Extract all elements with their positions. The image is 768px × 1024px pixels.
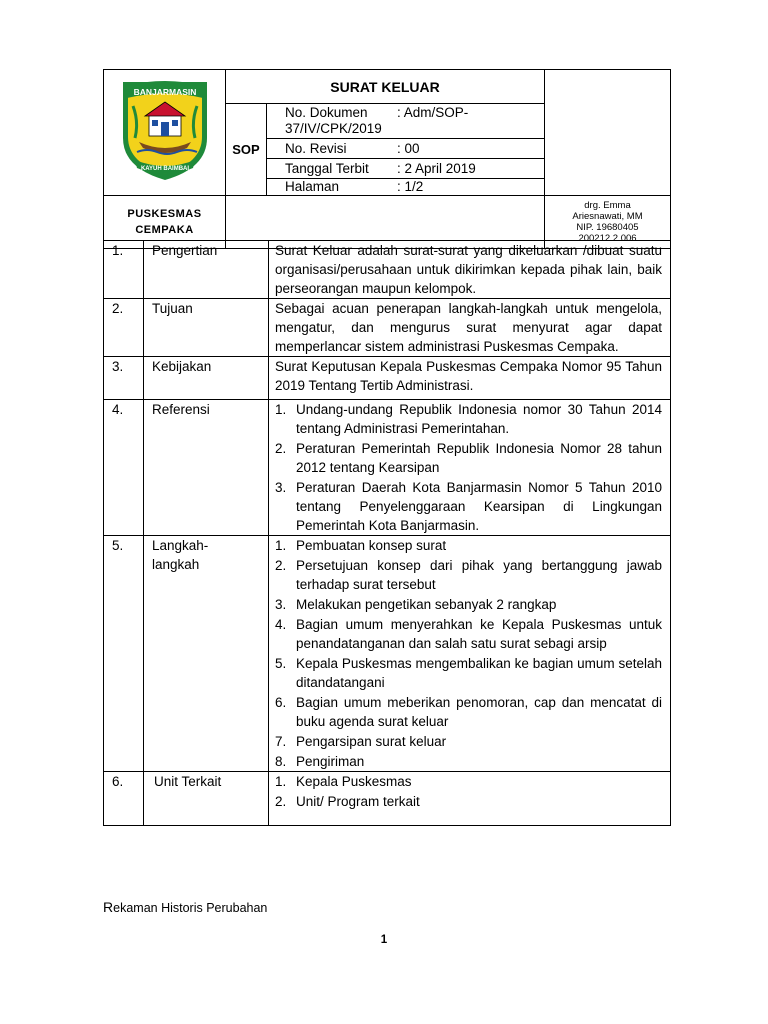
list-item: 2. Unit/ Program terkait	[275, 794, 420, 809]
section-row	[104, 357, 671, 400]
list-item: 3. Melakukan pengetikan sebanyak 2 rangkap	[275, 597, 557, 612]
list-item: 8. Pengiriman	[275, 754, 365, 769]
logo-top-text: BANJARMASIN	[133, 87, 196, 97]
org-line-1: PUSKESMAS	[127, 208, 202, 220]
logo-cell	[104, 70, 226, 196]
change-history-heading: Rekaman Historis Perubahan	[103, 899, 268, 915]
section-label: Pengertian	[144, 241, 269, 299]
meta-label: No. Dokumen	[285, 105, 368, 120]
list-item: 1. Kepala Puskesmas	[275, 774, 412, 789]
city-emblem-icon	[115, 76, 215, 184]
org-line-2: CEMPAKA	[135, 224, 194, 236]
section-label: Tujuan	[144, 299, 269, 357]
meta-row-doc-number	[267, 104, 544, 139]
sop-content-table	[103, 240, 671, 826]
meta-value: : 1/2	[397, 179, 424, 194]
meta-label: Tanggal Terbit	[285, 160, 369, 176]
section-label: Kebijakan	[144, 357, 269, 400]
section-label: Unit Terkait	[144, 772, 269, 826]
meta-row-revision	[267, 139, 544, 159]
signatory-name-cont: Ariesnawati, MM	[572, 211, 643, 222]
sop-label: SOP	[226, 104, 267, 196]
document-meta-cell	[267, 104, 545, 196]
reference-list	[275, 400, 662, 535]
list-item: 7. Pengarsipan surat keluar	[275, 734, 447, 749]
meta-value: : 00	[397, 140, 420, 156]
meta-label: No. Revisi	[285, 140, 347, 156]
section-number: 5.	[104, 536, 144, 772]
section-text: Surat Keputusan Kepala Puskesmas Cempaka Nomor 95 Tahun 2019 Tentang Tertib Administrasi.	[269, 357, 671, 400]
page-number: 1	[380, 934, 388, 946]
section-row	[104, 400, 671, 536]
list-item: 4. Bagian umum menyerahkan ke Kepala Puskesmas untuk penandatanganan dan salah satu surat sebagi arsip	[275, 617, 662, 651]
list-item: 2. Peraturan Pemerintah Republik Indonesia Nomor 28 tahun 2012 tentang Kearsipan	[275, 441, 662, 475]
section-row	[104, 299, 671, 357]
section-list-cell	[269, 536, 671, 772]
list-item: 6. Bagian umum meberikan penomoran, cap dan mencatat di buku agenda surat keluar	[275, 695, 662, 729]
list-item: 1. Pembuatan konsep surat	[275, 538, 447, 553]
sop-header-table	[103, 69, 671, 249]
signatory-name: drg. Emma	[584, 200, 631, 211]
steps-list	[275, 536, 662, 771]
section-row	[104, 241, 671, 299]
meta-label: Halaman	[285, 179, 340, 194]
section-row	[104, 536, 671, 772]
section-list-cell	[269, 772, 671, 826]
list-item: 3. Peraturan Daerah Kota Banjarmasin Nomor 5 Tahun 2010 tentang Penyelenggaraan Kearsipan di Lingkungan Pemerintah Kota Banjarmasin.	[275, 480, 662, 533]
section-number: 1.	[104, 241, 144, 299]
list-item: 2. Persetujuan konsep dari pihak yang bertanggung jawab terhadap surat tersebut	[275, 558, 662, 592]
meta-value: : 2 April 2019	[397, 160, 476, 176]
section-row	[104, 772, 671, 826]
meta-value: : Adm/SOP-37/IV/CPK/2019	[285, 105, 469, 136]
section-number: 2.	[104, 299, 144, 357]
section-label: Langkah-langkah	[144, 536, 269, 772]
list-item: 5. Kepala Puskesmas mengembalikan ke bagian umum setelah ditandatangani	[275, 656, 662, 690]
section-text: Sebagai acuan penerapan langkah-langkah untuk mengelola, mengatur, dan mengurus surat menyurat agar dapat memperlancar sistem administrasi Puskesmas Cempaka.	[269, 299, 671, 357]
section-number: 6.	[104, 772, 144, 826]
meta-row-page	[267, 179, 544, 196]
related-units-list	[275, 772, 662, 811]
document-title: SURAT KELUAR	[226, 70, 545, 104]
logo-bottom-text: KAYUH BAIMBAI	[140, 166, 189, 172]
section-number: 3.	[104, 357, 144, 400]
header-blank-cell	[545, 70, 671, 196]
section-label: Referensi	[144, 400, 269, 536]
document-meta	[267, 104, 544, 195]
signatory-nip-cont: 200212 2 006	[578, 233, 637, 244]
section-number: 4.	[104, 400, 144, 536]
list-item: 1. Undang-undang Republik Indonesia nomor 30 Tahun 2014 tentang Administrasi Pemerintahan.	[275, 402, 662, 436]
section-list-cell	[269, 400, 671, 536]
section-text: Surat Keluar adalah surat-surat yang dikeluarkan /dibuat suatu organisasi/perusahaan untuk dikirimkan kepada pihak lain, baik perseorangan maupun kelompok.	[269, 241, 671, 299]
signatory-nip: NIP. 19680405	[576, 222, 639, 233]
meta-row-issue-date	[267, 159, 544, 179]
